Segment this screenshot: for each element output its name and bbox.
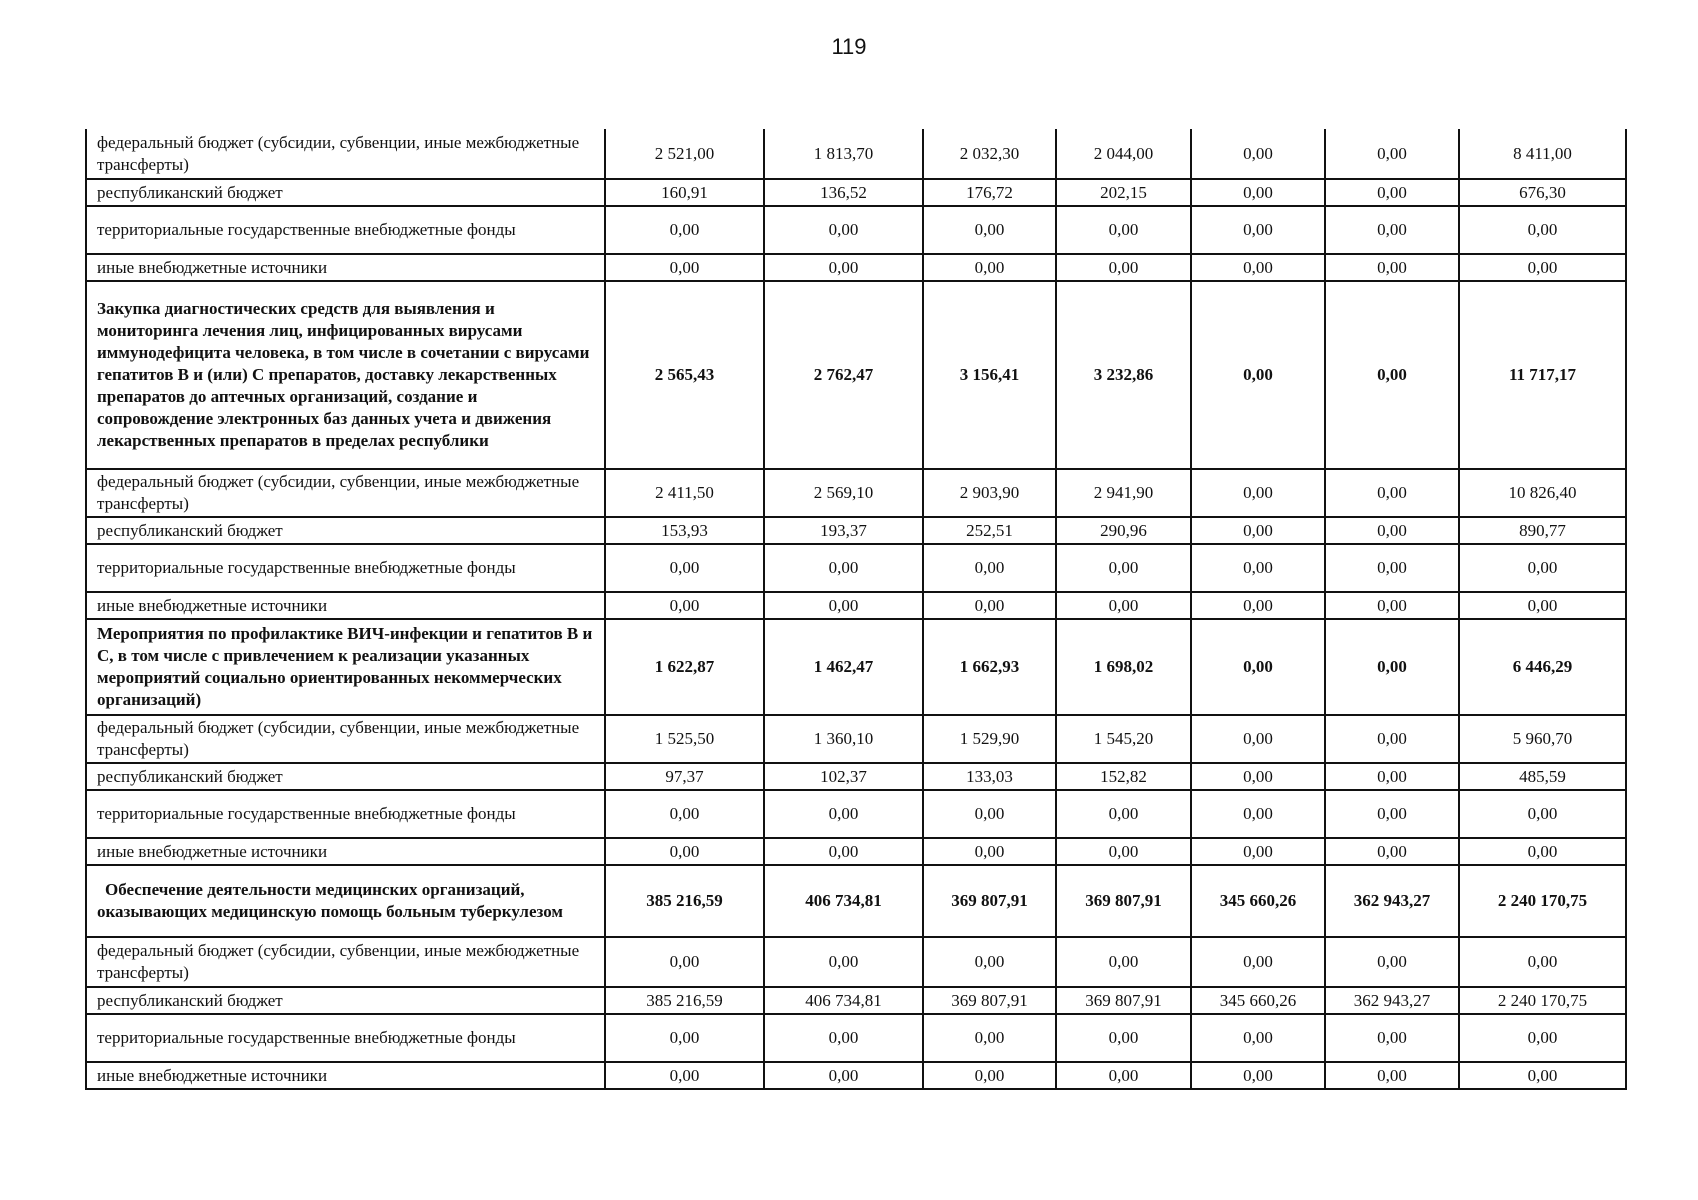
- value-cell: 0,00: [605, 937, 764, 987]
- table-row: [86, 838, 1626, 865]
- table-row: [86, 544, 1626, 592]
- value-cell: 369 807,91: [1056, 865, 1191, 937]
- value-cell: 0,00: [923, 206, 1056, 254]
- row-label: федеральный бюджет (субсидии, субвенции, иные межбюджетные трансферты): [97, 132, 580, 174]
- value-cell: 252,51: [923, 517, 1056, 544]
- row-label: иные внебюджетные источники: [97, 841, 328, 861]
- table-row: [86, 206, 1626, 254]
- value-cell: 0,00: [1056, 206, 1191, 254]
- value-cell: 0,00: [923, 254, 1056, 281]
- value-cell: 2 569,10: [764, 469, 923, 517]
- table-row: [86, 129, 1626, 179]
- value-cell: 97,37: [605, 763, 764, 790]
- value-cell: 0,00: [764, 206, 923, 254]
- value-cell: 2 411,50: [605, 469, 764, 517]
- value-cell: 0,00: [1459, 206, 1626, 254]
- value-cell: 345 660,26: [1191, 987, 1325, 1014]
- value-cell: 0,00: [605, 838, 764, 865]
- budget-table: [85, 129, 1627, 1090]
- row-label: территориальные государственные внебюджетные фонды: [97, 558, 516, 577]
- value-cell: 0,00: [605, 254, 764, 281]
- value-cell: 369 807,91: [923, 865, 1056, 937]
- row-label: республиканский бюджет: [97, 182, 283, 202]
- value-cell: 3 156,41: [923, 281, 1056, 469]
- value-cell: 0,00: [1191, 254, 1325, 281]
- value-cell: 0,00: [764, 544, 923, 592]
- table-row: [86, 987, 1626, 1014]
- value-cell: 2 240 170,75: [1459, 987, 1626, 1014]
- table-row: [86, 1014, 1626, 1062]
- value-cell: 0,00: [764, 838, 923, 865]
- value-cell: 0,00: [1191, 937, 1325, 987]
- value-cell: 0,00: [1056, 1014, 1191, 1062]
- row-label-cell: [86, 592, 605, 619]
- row-label: Закупка диагностических средств для выявления и мониторинга лечения лиц, инфицированных вирусами иммунодефицита человека, в том числе в сочетании с вирусами гепатитов В и (или) С препаратов, доставку лекарственных препаратов до аптечных организаций, создание и сопровождение электронных баз данных учета и движения лекарственных препаратов в пределах республики: [97, 299, 590, 450]
- value-cell: 0,00: [764, 937, 923, 987]
- value-cell: 1 529,90: [923, 715, 1056, 763]
- row-label-cell: [86, 517, 605, 544]
- value-cell: 0,00: [1325, 1062, 1459, 1089]
- table-row: [86, 469, 1626, 517]
- value-cell: 0,00: [1325, 1014, 1459, 1062]
- value-cell: 1 662,93: [923, 619, 1056, 715]
- value-cell: 202,15: [1056, 179, 1191, 206]
- row-label-cell: [86, 937, 605, 987]
- value-cell: 1 360,10: [764, 715, 923, 763]
- value-cell: 1 462,47: [764, 619, 923, 715]
- value-cell: 153,93: [605, 517, 764, 544]
- value-cell: 0,00: [1459, 838, 1626, 865]
- row-label: федеральный бюджет (субсидии, субвенции, иные межбюджетные трансферты): [97, 941, 580, 982]
- value-cell: 0,00: [1191, 517, 1325, 544]
- row-label-cell: [86, 865, 605, 937]
- value-cell: 362 943,27: [1325, 865, 1459, 937]
- row-label: Мероприятия по профилактике ВИЧ-инфекции и гепатитов В и С, в том числе с привлечением к реализации указанных мероприятий социально ориентированных некоммерческих организаций): [97, 624, 593, 709]
- value-cell: 102,37: [764, 763, 923, 790]
- value-cell: 485,59: [1459, 763, 1626, 790]
- value-cell: 0,00: [923, 937, 1056, 987]
- table-row: [86, 179, 1626, 206]
- value-cell: 0,00: [1191, 592, 1325, 619]
- value-cell: 0,00: [1191, 763, 1325, 790]
- value-cell: 0,00: [1325, 937, 1459, 987]
- value-cell: 0,00: [1325, 469, 1459, 517]
- table-row: [86, 619, 1626, 715]
- value-cell: 0,00: [764, 1014, 923, 1062]
- value-cell: 0,00: [1325, 129, 1459, 179]
- value-cell: 136,52: [764, 179, 923, 206]
- row-label-cell: [86, 1014, 605, 1062]
- value-cell: 0,00: [1056, 937, 1191, 987]
- row-label: территориальные государственные внебюджетные фонды: [97, 220, 516, 239]
- value-cell: 0,00: [1056, 838, 1191, 865]
- row-label: иные внебюджетные источники: [97, 257, 328, 277]
- row-label: республиканский бюджет: [97, 766, 283, 786]
- table-row: [86, 865, 1626, 937]
- value-cell: 0,00: [605, 790, 764, 838]
- table-row: [86, 254, 1626, 281]
- value-cell: 2 240 170,75: [1459, 865, 1626, 937]
- value-cell: 0,00: [1325, 179, 1459, 206]
- value-cell: 0,00: [605, 206, 764, 254]
- value-cell: 0,00: [1325, 715, 1459, 763]
- value-cell: 0,00: [1191, 179, 1325, 206]
- value-cell: 5 960,70: [1459, 715, 1626, 763]
- value-cell: 1 813,70: [764, 129, 923, 179]
- table-row: [86, 937, 1626, 987]
- value-cell: 0,00: [1191, 1014, 1325, 1062]
- value-cell: 0,00: [1325, 790, 1459, 838]
- table-row: [86, 281, 1626, 469]
- value-cell: 0,00: [1325, 254, 1459, 281]
- value-cell: 1 525,50: [605, 715, 764, 763]
- table-row: [86, 790, 1626, 838]
- value-cell: 6 446,29: [1459, 619, 1626, 715]
- value-cell: 385 216,59: [605, 865, 764, 937]
- value-cell: 0,00: [1325, 592, 1459, 619]
- row-label: федеральный бюджет (субсидии, субвенции, иные межбюджетные трансферты): [97, 472, 580, 513]
- row-label-cell: [86, 469, 605, 517]
- value-cell: 0,00: [923, 1062, 1056, 1089]
- value-cell: 160,91: [605, 179, 764, 206]
- value-cell: 10 826,40: [1459, 469, 1626, 517]
- row-label-cell: [86, 179, 605, 206]
- row-label: иные внебюджетные источники: [97, 595, 328, 615]
- value-cell: 0,00: [1056, 790, 1191, 838]
- value-cell: 0,00: [1325, 206, 1459, 254]
- row-label: республиканский бюджет: [97, 990, 283, 1010]
- table-body: [86, 129, 1626, 1089]
- value-cell: 0,00: [923, 790, 1056, 838]
- row-label-cell: [86, 790, 605, 838]
- value-cell: 0,00: [1191, 129, 1325, 179]
- value-cell: 290,96: [1056, 517, 1191, 544]
- value-cell: 2 044,00: [1056, 129, 1191, 179]
- value-cell: 369 807,91: [923, 987, 1056, 1014]
- value-cell: 0,00: [605, 1014, 764, 1062]
- value-cell: 0,00: [1191, 619, 1325, 715]
- value-cell: 0,00: [764, 790, 923, 838]
- row-label-cell: [86, 206, 605, 254]
- value-cell: 0,00: [605, 1062, 764, 1089]
- value-cell: 0,00: [1325, 763, 1459, 790]
- value-cell: 345 660,26: [1191, 865, 1325, 937]
- table-row: [86, 1062, 1626, 1089]
- value-cell: 0,00: [605, 544, 764, 592]
- value-cell: 890,77: [1459, 517, 1626, 544]
- value-cell: 2 762,47: [764, 281, 923, 469]
- value-cell: 0,00: [1459, 790, 1626, 838]
- value-cell: 1 545,20: [1056, 715, 1191, 763]
- row-label-cell: [86, 281, 605, 469]
- value-cell: 0,00: [923, 838, 1056, 865]
- value-cell: 362 943,27: [1325, 987, 1459, 1014]
- value-cell: 2 032,30: [923, 129, 1056, 179]
- row-label-cell: [86, 619, 605, 715]
- value-cell: 0,00: [1191, 281, 1325, 469]
- value-cell: 0,00: [1459, 1062, 1626, 1089]
- value-cell: 0,00: [1191, 790, 1325, 838]
- row-label: Обеспечение деятельности медицинских организаций, оказывающих медицинскую помощь больным туберкулезом: [97, 880, 564, 921]
- value-cell: 0,00: [923, 544, 1056, 592]
- table-row: [86, 592, 1626, 619]
- value-cell: 0,00: [1325, 517, 1459, 544]
- value-cell: 2 941,90: [1056, 469, 1191, 517]
- value-cell: 1 698,02: [1056, 619, 1191, 715]
- value-cell: 0,00: [1459, 1014, 1626, 1062]
- value-cell: 0,00: [1191, 838, 1325, 865]
- value-cell: 0,00: [1191, 469, 1325, 517]
- value-cell: 0,00: [1056, 592, 1191, 619]
- value-cell: 0,00: [1325, 619, 1459, 715]
- value-cell: 385 216,59: [605, 987, 764, 1014]
- row-label-cell: [86, 544, 605, 592]
- value-cell: 0,00: [764, 254, 923, 281]
- row-label: территориальные государственные внебюджетные фонды: [97, 804, 516, 823]
- row-label-cell: [86, 715, 605, 763]
- value-cell: 0,00: [1191, 1062, 1325, 1089]
- row-label-cell: [86, 987, 605, 1014]
- value-cell: 11 717,17: [1459, 281, 1626, 469]
- value-cell: 0,00: [1191, 206, 1325, 254]
- value-cell: 2 903,90: [923, 469, 1056, 517]
- value-cell: 0,00: [764, 1062, 923, 1089]
- value-cell: 0,00: [1459, 937, 1626, 987]
- value-cell: 0,00: [1191, 715, 1325, 763]
- value-cell: 176,72: [923, 179, 1056, 206]
- table-row: [86, 517, 1626, 544]
- value-cell: 2 521,00: [605, 129, 764, 179]
- row-label-cell: [86, 1062, 605, 1089]
- value-cell: 0,00: [1056, 1062, 1191, 1089]
- row-label: территориальные государственные внебюджетные фонды: [97, 1028, 516, 1047]
- value-cell: 0,00: [1056, 544, 1191, 592]
- table-row: [86, 715, 1626, 763]
- row-label: иные внебюджетные источники: [97, 1065, 328, 1085]
- value-cell: 0,00: [1325, 544, 1459, 592]
- row-label-cell: [86, 838, 605, 865]
- page-number: 119: [831, 34, 867, 59]
- value-cell: 0,00: [764, 592, 923, 619]
- row-label: федеральный бюджет (субсидии, субвенции, иные межбюджетные трансферты): [97, 718, 580, 759]
- row-label-cell: [86, 129, 605, 179]
- row-label-cell: [86, 254, 605, 281]
- value-cell: 0,00: [923, 1014, 1056, 1062]
- value-cell: 0,00: [923, 592, 1056, 619]
- value-cell: 0,00: [605, 592, 764, 619]
- value-cell: 0,00: [1056, 254, 1191, 281]
- value-cell: 8 411,00: [1459, 129, 1626, 179]
- value-cell: 369 807,91: [1056, 987, 1191, 1014]
- value-cell: 0,00: [1191, 544, 1325, 592]
- row-label: республиканский бюджет: [97, 520, 283, 540]
- row-label-cell: [86, 763, 605, 790]
- value-cell: 0,00: [1325, 838, 1459, 865]
- value-cell: 0,00: [1459, 592, 1626, 619]
- value-cell: 3 232,86: [1056, 281, 1191, 469]
- value-cell: 676,30: [1459, 179, 1626, 206]
- value-cell: 406 734,81: [764, 865, 923, 937]
- value-cell: 0,00: [1325, 281, 1459, 469]
- value-cell: 406 734,81: [764, 987, 923, 1014]
- value-cell: 193,37: [764, 517, 923, 544]
- value-cell: 0,00: [1459, 254, 1626, 281]
- value-cell: 0,00: [1459, 544, 1626, 592]
- value-cell: 2 565,43: [605, 281, 764, 469]
- value-cell: 152,82: [1056, 763, 1191, 790]
- table-row: [86, 763, 1626, 790]
- value-cell: 1 622,87: [605, 619, 764, 715]
- value-cell: 133,03: [923, 763, 1056, 790]
